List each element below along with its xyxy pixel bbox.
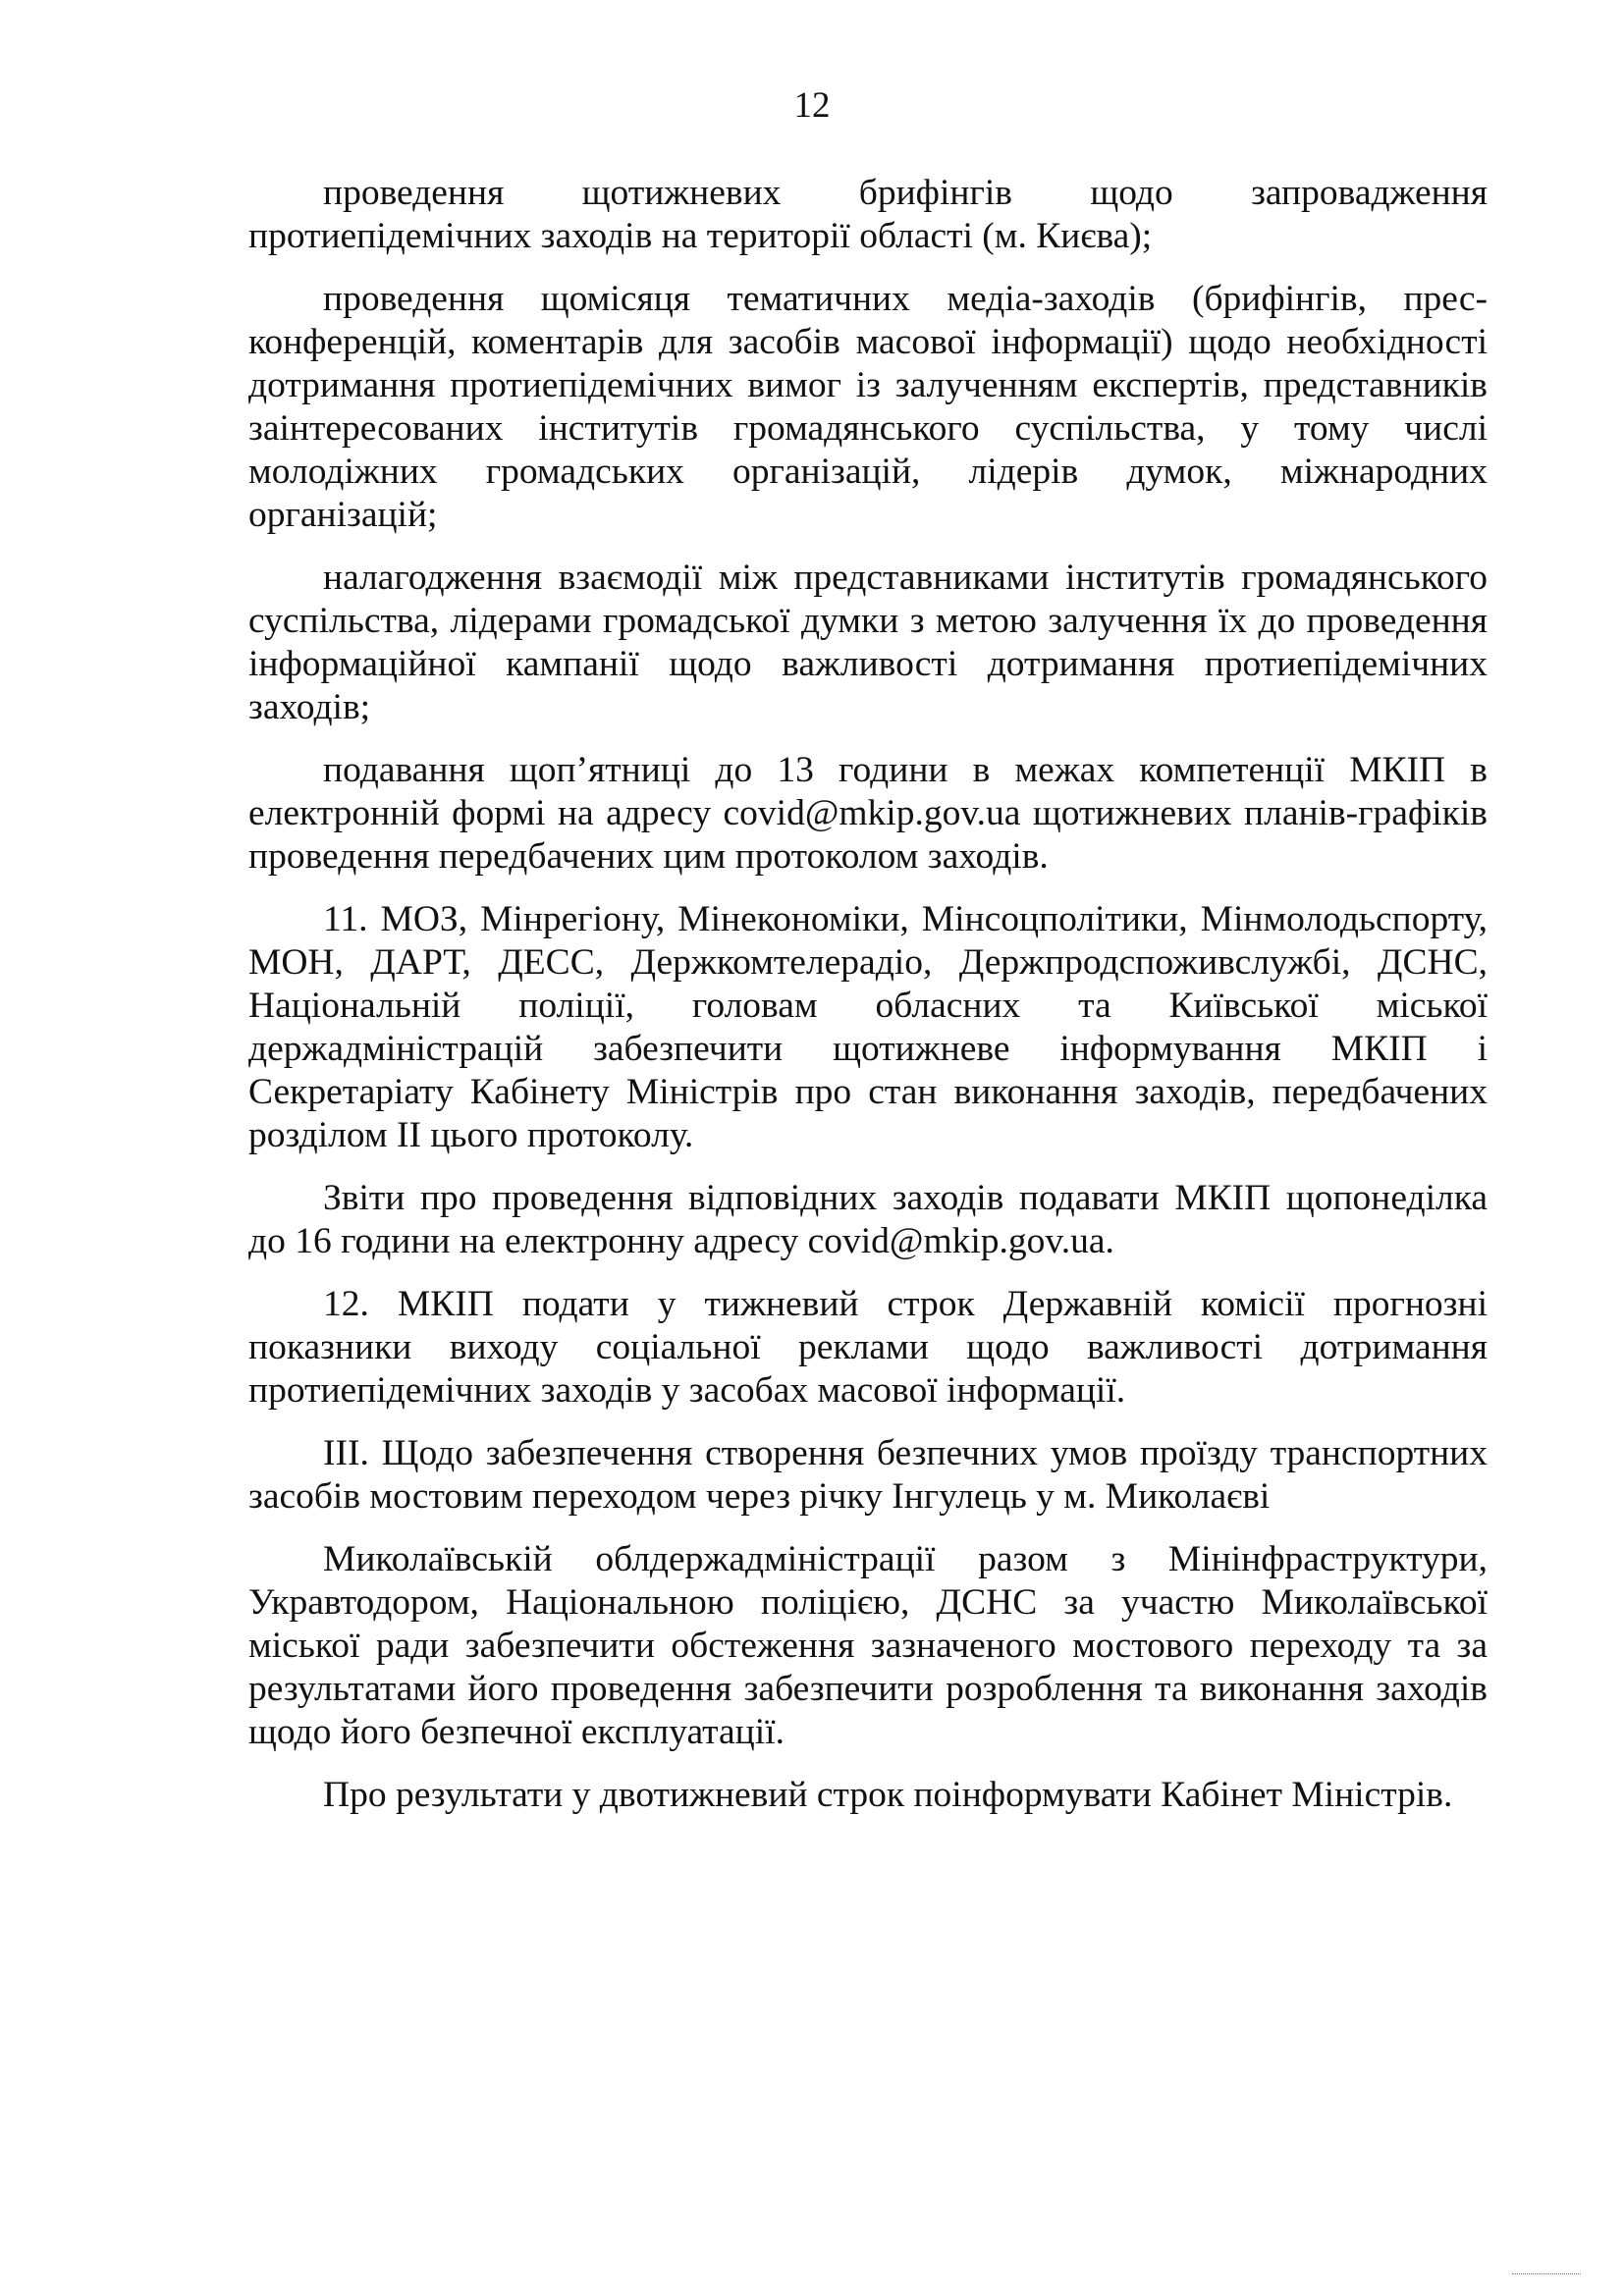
paragraph-friday-submission: подавання щоп’ятниці до 13 години в межах компетенції МКІП в електронній формі на адресу covid@mkip.gov.ua щотижневих планів-графіків проведення передбачених цим протоколом заходів. <box>248 750 1488 877</box>
paragraph-item-12: 12. МКІП подати у тижневий строк Державній комісії прогнозні показники виходу соціальної реклами щодо важливості дотримання протиепідемічних заходів у засобах масової інформації. <box>248 1284 1488 1411</box>
paragraph-mykolaiv-bridge: Миколаївській облдержадміністрації разом з Мінінфраструктури, Укравтодором, Національною поліцією, ДСНС за участю Миколаївської міської ради забезпечити обстеження зазначеного мостового переходу та за результатами його проведення забезпечити розроблення та виконання заходів щодо його безпечної експлуатації. <box>248 1539 1488 1752</box>
section-heading-iii: ІІІ. Щодо забезпечення створення безпечних умов проїзду транспортних засобів мостовим переходом через річку Інгулець у м. Миколаєві <box>248 1433 1488 1517</box>
paragraph-civil-society-interaction: налагодження взаємодії між представниками інститутів громадянського суспільства, лідерами громадської думки з метою залучення їх до проведення інформаційної кампанії щодо важливості дотримання протиепідемічних заходів; <box>248 558 1488 727</box>
paragraph-monthly-media-events: проведення щомісяця тематичних медіа-заходів (брифінгів, прес-конференцій, коментарів для засобів масової інформації) щодо необхідності дотримання протиепідемічних вимог із залученням експертів, представників заінтересованих інститутів громадянського суспільства, у тому числі молодіжних громадських організацій, лідерів думок, міжнародних організацій; <box>248 279 1488 535</box>
paragraph-item-11: 11. МОЗ, Мінрегіону, Мінекономіки, Мінсоцполітики, Мінмолодьспорту, МОН, ДАРТ, ДЕСС, Держкомтелерадіо, Держпродспоживслужбі, ДСНС, Національній поліції, головам обласних та Київської міської держадміністрацій забезпечити щотижневе інформування МКІП і Секретаріату Кабінету Міністрів про стан виконання заходів, передбачених розділом ІІ цього протоколу. <box>248 899 1488 1155</box>
document-body <box>248 172 1488 1837</box>
paragraph-reports: Звіти про проведення відповідних заходів подавати МКІП щопонеділка до 16 години на електронну адресу covid@mkip.gov.ua. <box>248 1178 1488 1261</box>
scan-edge-mark <box>1512 2273 1581 2274</box>
page-number: 12 <box>793 85 831 126</box>
paragraph-results: Про результати у двотижневий строк поінформувати Кабінет Міністрів. <box>323 1775 1453 1815</box>
paragraph-weekly-briefings: проведення щотижневих брифінгів щодо запровадження протиепідемічних заходів на території області (м. Києва); <box>248 173 1488 256</box>
